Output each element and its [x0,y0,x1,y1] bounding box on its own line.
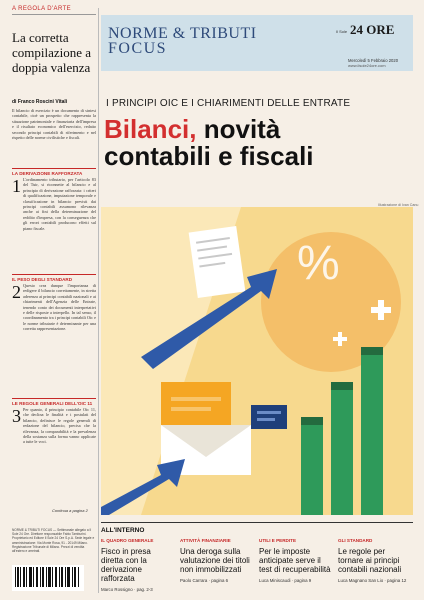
teaser[interactable] [180,538,254,583]
svg-text:%: % [297,237,340,290]
byline: di Franco Roscini Vitali [12,99,68,105]
website-url: www.ilsole24ore.com [348,63,386,68]
logo-prefix: Il Sole [336,29,348,34]
intro-text: Il bilancio di esercizio è un documento di sintesi contabile, cioè un prospetto che rappresenta la situazione patrimoniale e finanziaria dell'impresa e il risultato economico dell'esercizio, redatto secondo principi contabili di riferimento e nel rispetto delle norme civilistiche e fiscali. [12,108,96,141]
inside-label: ALL'INTERNO [101,527,145,534]
teaser-author: Luca Miniscaudi · pagina 9 [259,578,312,583]
headline-part: novità [203,114,281,144]
main-headline [104,116,414,170]
section-label: IL PESO DEGLI STANDARD [12,277,73,282]
side-headline: La corretta compilazione a doppia valenza [12,30,92,75]
section-text: Per quanto, il principio contabile Oic 11, che declina le finalità e i postulati del bilancio, definisce le regole generali di redazione del bilancio, precisa che la rilevanza, la comparabilità e la prevalenza della sostanza sulla forma vanno applicate a tutte le voci. [23,407,96,445]
cover-illustration [101,207,413,515]
teaser[interactable] [101,538,175,592]
divider [12,274,96,275]
divider [12,14,96,15]
divider [101,522,413,523]
legal-text: NORME & TRIBUTI FOCUS — Settimanale allegato a Il Sole 24 Ore. Direttore responsabile Fabio Tamburini. Proprietario ed Editore Il Sole 24 Ore S.p.A. Sede legale e amministrazione: Via Monte Rosa, 91 - 20149 Milano. Registrazione Tribunale di Milano. Prezzi di vendita all'estero e arretrati. [12,528,95,554]
section-kicker: A REGOLA D'ARTE [12,6,72,12]
teaser-title: Fisco in presa diretta con la derivazione rafforzata [101,547,151,583]
teaser-label: IL QUADRO GENERALE [101,538,154,543]
headline-part: contabili e fiscali [104,141,314,171]
masthead-subtitle: FOCUS [108,40,168,57]
barcode [12,565,84,591]
section-label: LE REGOLE GENERALI DELL'OIC 11 [12,401,93,406]
headline-red: Bilanci, [104,114,197,144]
newspaper-logo: 24 ORE [350,22,395,37]
topic-label: I PRINCIPI OIC E I CHIARIMENTI DELLE ENTRATE [106,98,351,109]
masthead-title: NORME & TRIBUTI [108,25,257,42]
teaser-author: Paolo Carrara · pagina 6 [180,578,229,583]
teaser-label: ATTIVITÀ FINANZIARIE [180,538,231,543]
divider [12,398,96,399]
section-text: L'ordinamento tributario, per l'articolo 83 del Tuir, si riconnette al bilancio e al principio di derivazione rafforzata: i criteri di qualificazione, imputazione temporale e classificazione in bilancio previsti dai principi contabili assumono rilevanza anche ai fini della determinazione del reddito d'impresa, con la conseguenza che gli errori contabili producono effetti sul piano fiscale. [23,177,96,231]
column-divider [98,8,99,593]
teaser-title: Una deroga sulla valutazione dei titoli non immobilizzati [180,547,250,574]
section-number: 3 [12,407,21,426]
section-text: Questo crea dunque l'importanza di redigere il bilancio correttamente, in stretta aderenza ai principi contabili nazionali e ai chiarimenti dell'Agenzia delle Entrate, tenendo conto dei documenti interpretativi e delle risposte a interpello. In tal senso, il coordinamento tra i principi contabili Oic e le norme tributarie è determinante per una corretta rappresentazione. [23,283,96,332]
teaser[interactable] [259,538,333,583]
illustration-credit: Illustrazione di Ivan Canu [378,203,419,207]
teaser-title: Per le imposte anticipate serve il test di recuperabilità [259,547,331,574]
section-label: LA DERIVAZIONE RAFFORZATA [12,171,83,176]
teaser-author: Marco Rossigno · pag. 2-3 [101,587,153,592]
divider [12,168,96,169]
teaser-label: UTILI E PERDITE [259,538,297,543]
teaser-label: GLI STANDARD [338,538,373,543]
teaser-title: Le regole per tornare ai principi contabili nazionali [338,547,402,574]
teaser[interactable] [338,538,412,583]
continue-link[interactable]: Continua a pagina 2 [52,508,88,513]
section-number: 2 [12,283,21,302]
issue-date: Mercoledì 5 Febbraio 2020 [348,58,399,63]
teaser-author: Luca Magnano San Lio · pagina 12 [338,578,407,583]
section-number: 1 [12,177,21,196]
